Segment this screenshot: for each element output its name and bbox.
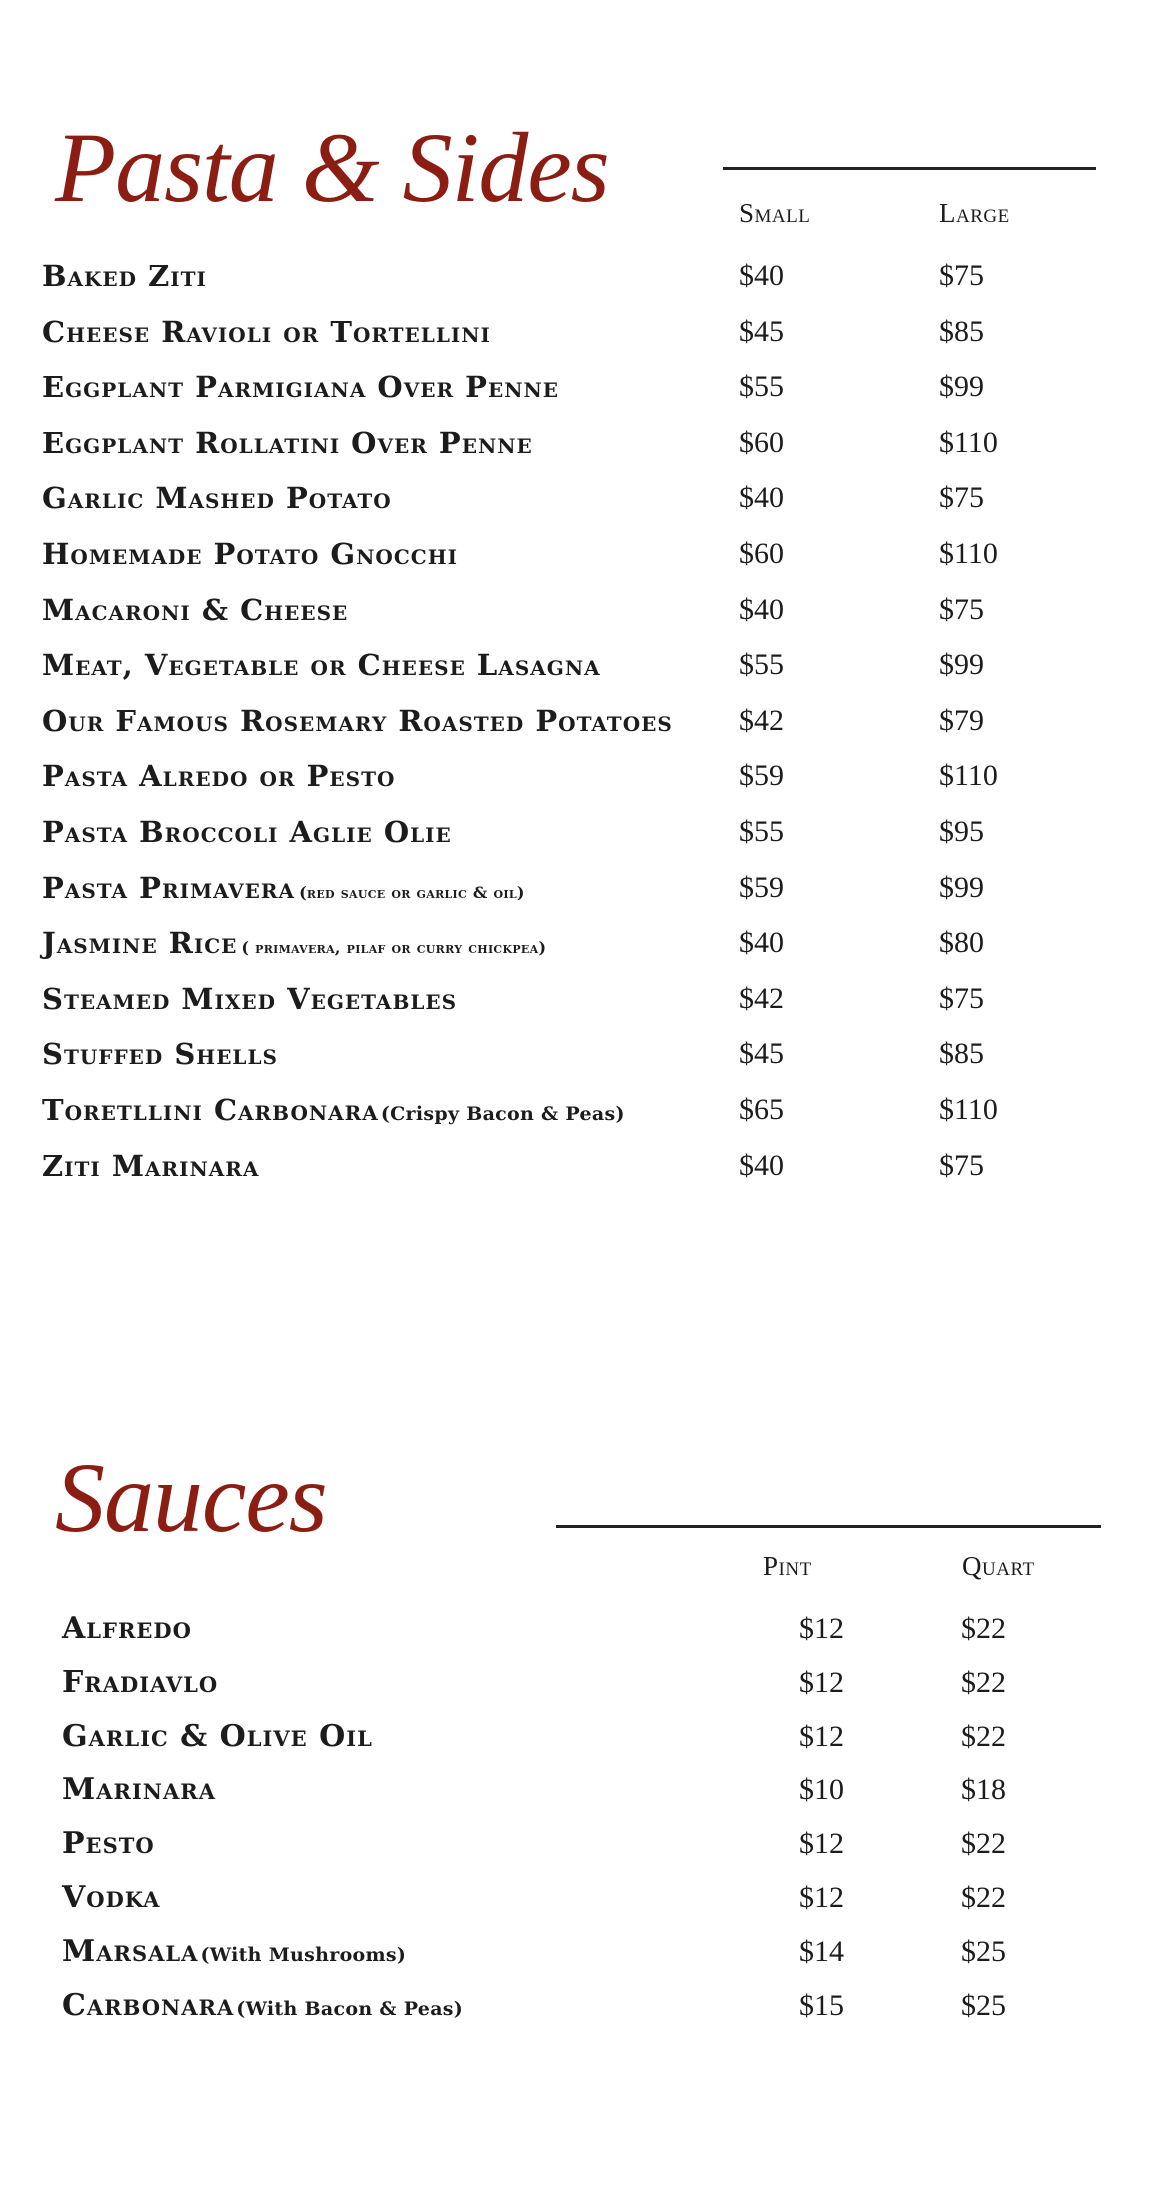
sauce-name: Vodka xyxy=(62,1880,161,1915)
menu-item-name-wrap xyxy=(42,256,207,296)
menu-item-name: Our Famous Rosemary Roasted Potatoes xyxy=(42,704,673,738)
price-quart: $22 xyxy=(961,1881,1006,1914)
price-large: $85 xyxy=(939,1037,984,1070)
menu-item-name: Meat, Vegetable or Cheese Lasagna xyxy=(42,648,601,682)
sauce-name-wrap xyxy=(62,1717,373,1757)
price-large: $85 xyxy=(939,315,984,348)
pasta-sides-title: Pasta & Sides xyxy=(55,112,609,223)
sauce-name: Garlic & Olive Oil xyxy=(62,1719,373,1754)
menu-item-note: ( primavera, pilaf or curry chickpea) xyxy=(241,938,547,957)
menu-item-row xyxy=(0,756,1150,796)
menu-item-row xyxy=(0,534,1150,574)
large-column-header: Large xyxy=(939,198,1010,228)
price-large: $80 xyxy=(939,926,984,959)
price-small: $42 xyxy=(739,704,784,737)
menu-item-name: Eggplant Rollatini Over Penne xyxy=(42,426,533,460)
menu-item-name-wrap xyxy=(42,645,601,685)
price-small: $55 xyxy=(739,815,784,848)
price-pint: $12 xyxy=(799,1612,844,1645)
menu-item-name: Pasta Broccoli Aglie Olie xyxy=(42,815,452,849)
sauce-row xyxy=(0,1986,1150,2026)
sauce-name: Marinara xyxy=(62,1772,217,1807)
price-quart: $22 xyxy=(961,1720,1006,1753)
menu-item-row xyxy=(0,312,1150,352)
menu-item-row xyxy=(0,590,1150,630)
price-pint: $12 xyxy=(799,1881,844,1914)
menu-item-name-wrap xyxy=(42,1146,259,1186)
price-large: $79 xyxy=(939,704,984,737)
price-small: $42 xyxy=(739,982,784,1015)
menu-item-row xyxy=(0,1034,1150,1074)
price-quart: $22 xyxy=(961,1612,1006,1645)
price-small: $59 xyxy=(739,871,784,904)
sauces-divider xyxy=(556,1525,1101,1528)
menu-item-name-wrap xyxy=(42,590,348,630)
menu-item-row xyxy=(0,979,1150,1019)
menu-item-name: Homemade Potato Gnocchi xyxy=(42,537,458,571)
sauce-name-wrap xyxy=(62,1824,155,1864)
price-small: $40 xyxy=(739,1149,784,1182)
price-large: $75 xyxy=(939,1149,984,1182)
sauces-title: Sauces xyxy=(55,1442,327,1553)
sauce-note: (With Mushrooms) xyxy=(200,1944,407,1966)
price-large: $75 xyxy=(939,481,984,514)
sauce-row xyxy=(0,1878,1150,1918)
menu-item-row xyxy=(0,923,1150,963)
price-small: $45 xyxy=(739,1037,784,1070)
menu-item-name: Eggplant Parmigiana Over Penne xyxy=(42,370,560,404)
menu-item-name: Pasta Alredo or Pesto xyxy=(42,759,396,793)
price-large: $95 xyxy=(939,815,984,848)
price-small: $40 xyxy=(739,259,784,292)
price-large: $110 xyxy=(939,426,998,459)
price-quart: $25 xyxy=(961,1989,1006,2022)
sauce-name-wrap xyxy=(62,1986,463,2029)
menu-item-name-wrap xyxy=(42,1034,278,1074)
sauce-row xyxy=(0,1824,1150,1864)
menu-item-name-wrap xyxy=(42,534,458,574)
menu-item-row xyxy=(0,701,1150,741)
menu-item-row xyxy=(0,423,1150,463)
menu-item-row xyxy=(0,868,1150,908)
sauce-note: (With Bacon & Peas) xyxy=(236,1998,464,2020)
price-small: $55 xyxy=(739,370,784,403)
sauce-name-wrap xyxy=(62,1932,406,1975)
menu-item-row xyxy=(0,1146,1150,1186)
menu-item-name: Toretllini Carbonara xyxy=(42,1093,379,1127)
price-quart: $18 xyxy=(961,1773,1006,1806)
menu-item-name: Baked Ziti xyxy=(42,259,207,293)
sauce-name: Fradiavlo xyxy=(62,1665,219,1700)
price-small: $55 xyxy=(739,648,784,681)
price-small: $40 xyxy=(739,926,784,959)
price-pint: $12 xyxy=(799,1666,844,1699)
sauce-name-wrap xyxy=(62,1878,160,1918)
price-quart: $22 xyxy=(961,1827,1006,1860)
sauce-name-wrap xyxy=(62,1663,218,1703)
small-column-header: Small xyxy=(739,198,811,228)
sauce-name-wrap xyxy=(62,1609,192,1649)
menu-item-name-wrap xyxy=(42,923,546,968)
price-small: $60 xyxy=(739,426,784,459)
price-small: $40 xyxy=(739,593,784,626)
menu-item-name-wrap xyxy=(42,1090,625,1134)
price-small: $60 xyxy=(739,537,784,570)
price-large: $75 xyxy=(939,259,984,292)
quart-column-header: Quart xyxy=(962,1551,1035,1581)
sauce-row xyxy=(0,1663,1150,1703)
menu-item-row xyxy=(0,645,1150,685)
menu-item-name: Stuffed Shells xyxy=(42,1037,279,1071)
price-quart: $22 xyxy=(961,1666,1006,1699)
menu-item-name: Ziti Marinara xyxy=(42,1149,260,1183)
menu-item-row xyxy=(0,812,1150,852)
menu-item-name: Jasmine Rice xyxy=(42,926,238,960)
price-pint: $14 xyxy=(799,1935,844,1968)
menu-item-name-wrap xyxy=(42,979,457,1019)
sauce-name: Marsala xyxy=(62,1934,199,1969)
menu-item-name-wrap xyxy=(42,423,533,463)
price-large: $75 xyxy=(939,593,984,626)
price-small: $45 xyxy=(739,315,784,348)
sauce-row xyxy=(0,1609,1150,1649)
sauce-name-wrap xyxy=(62,1770,216,1810)
sauce-name: Pesto xyxy=(62,1826,155,1861)
price-pint: $12 xyxy=(799,1720,844,1753)
menu-item-note: (red sauce or garlic & oil) xyxy=(299,883,525,902)
menu-item-name-wrap xyxy=(42,701,673,741)
price-pint: $12 xyxy=(799,1827,844,1860)
price-large: $110 xyxy=(939,537,998,570)
menu-item-name: Macaroni & Cheese xyxy=(42,593,349,627)
price-small: $40 xyxy=(739,481,784,514)
menu-item-row xyxy=(0,1090,1150,1130)
price-small: $65 xyxy=(739,1093,784,1126)
sauce-row xyxy=(0,1932,1150,1972)
price-small: $59 xyxy=(739,759,784,792)
menu-item-name-wrap xyxy=(42,367,559,407)
sauce-row xyxy=(0,1770,1150,1810)
sauce-name: Alfredo xyxy=(62,1611,192,1646)
price-large: $75 xyxy=(939,982,984,1015)
menu-item-name-wrap xyxy=(42,812,452,852)
menu-item-row xyxy=(0,478,1150,518)
menu-item-name-wrap xyxy=(42,756,395,796)
menu-item-name: Cheese Ravioli or Tortellini xyxy=(42,315,491,349)
menu-item-name: Steamed Mixed Vegetables xyxy=(42,982,458,1016)
price-quart: $25 xyxy=(961,1935,1006,1968)
price-large: $99 xyxy=(939,648,984,681)
sauce-row xyxy=(0,1717,1150,1757)
price-pint: $10 xyxy=(799,1773,844,1806)
price-large: $99 xyxy=(939,871,984,904)
menu-item-name-wrap xyxy=(42,478,392,518)
menu-item-row xyxy=(0,256,1150,296)
menu-item-name-wrap xyxy=(42,312,491,352)
price-large: $99 xyxy=(939,370,984,403)
sauce-name: Carbonara xyxy=(62,1988,235,2023)
menu-item-name-wrap xyxy=(42,868,525,913)
menu-item-name: Pasta Primavera xyxy=(42,871,296,905)
menu-item-row xyxy=(0,367,1150,407)
pint-column-header: Pint xyxy=(763,1551,812,1581)
price-large: $110 xyxy=(939,1093,998,1126)
price-pint: $15 xyxy=(799,1989,844,2022)
price-large: $110 xyxy=(939,759,998,792)
pasta-sides-divider xyxy=(723,167,1096,170)
menu-item-note: (Crispy Bacon & Peas) xyxy=(380,1103,625,1125)
menu-item-name: Garlic Mashed Potato xyxy=(42,481,392,515)
